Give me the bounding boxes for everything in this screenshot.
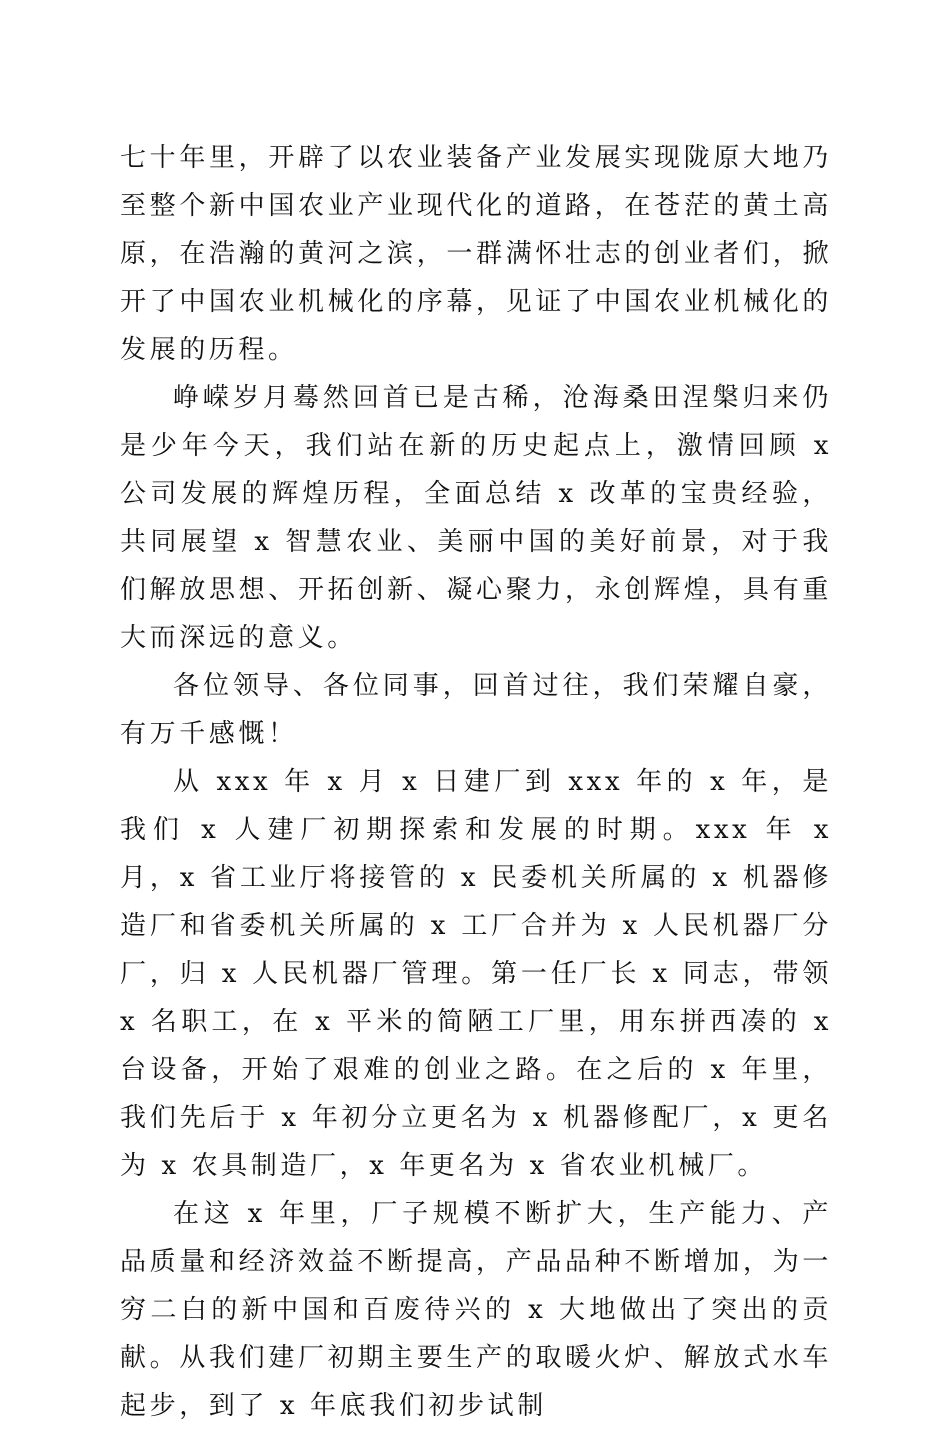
paragraph-3: 各位领导、各位同事，回首过往，我们荣耀自豪，有万千感慨！ [120, 671, 832, 749]
paragraph-5: 在这 x 年里，厂子规模不断扩大，生产能力、产品质量和经济效益不断提高，产品品种不断增加，为一穷二白的新中国和百废待兴的 x 大地做出了突出的贡献。从我们建厂初期主要生产的取暖火炉、解放式水车起步，到了 x 年底我们初步试制 [120, 1199, 832, 1421]
paragraph-4: 从 xxx 年 x 月 x 日建厂到 xxx 年的 x 年，是我们 x 人建厂初期探索和发展的时期。xxx 年 x 月，x 省工业厅将接管的 x 民委机关所属的 x 机器修造厂和省委机关所属的 x 工厂合并为 x 人民机器厂分厂，归 x 人民机器厂管理。第一任厂长 x 同志，带领 x 名职工，在 x 平米的简陋工厂里，用东拼西凑的 x 台设备，开始了艰难的创业之路。在之后的 x 年里，我们先后于 x 年初分立更名为 x 机器修配厂，x 更名为 x 农具制造厂，x 年更名为 x 省农业机械厂。 [120, 767, 832, 1181]
paragraph-1: 七十年里，开辟了以农业装备产业发展实现陇原大地乃至整个新中国农业产业现代化的道路，在苍茫的黄土高原，在浩瀚的黄河之滨，一群满怀壮志的创业者们，掀开了中国农业机械化的序幕，见证了中国农业机械化的发展的历程。 [120, 143, 832, 365]
document-body [120, 134, 832, 1430]
paragraph-2: 峥嵘岁月蓦然回首已是古稀，沧海桑田涅槃归来仍是少年今天，我们站在新的历史起点上，激情回顾 x 公司发展的辉煌历程，全面总结 x 改革的宝贵经验，共同展望 x 智慧农业、美丽中国的美好前景，对于我们解放思想、开拓创新、凝心聚力，永创辉煌，具有重大而深远的意义。 [120, 383, 832, 653]
